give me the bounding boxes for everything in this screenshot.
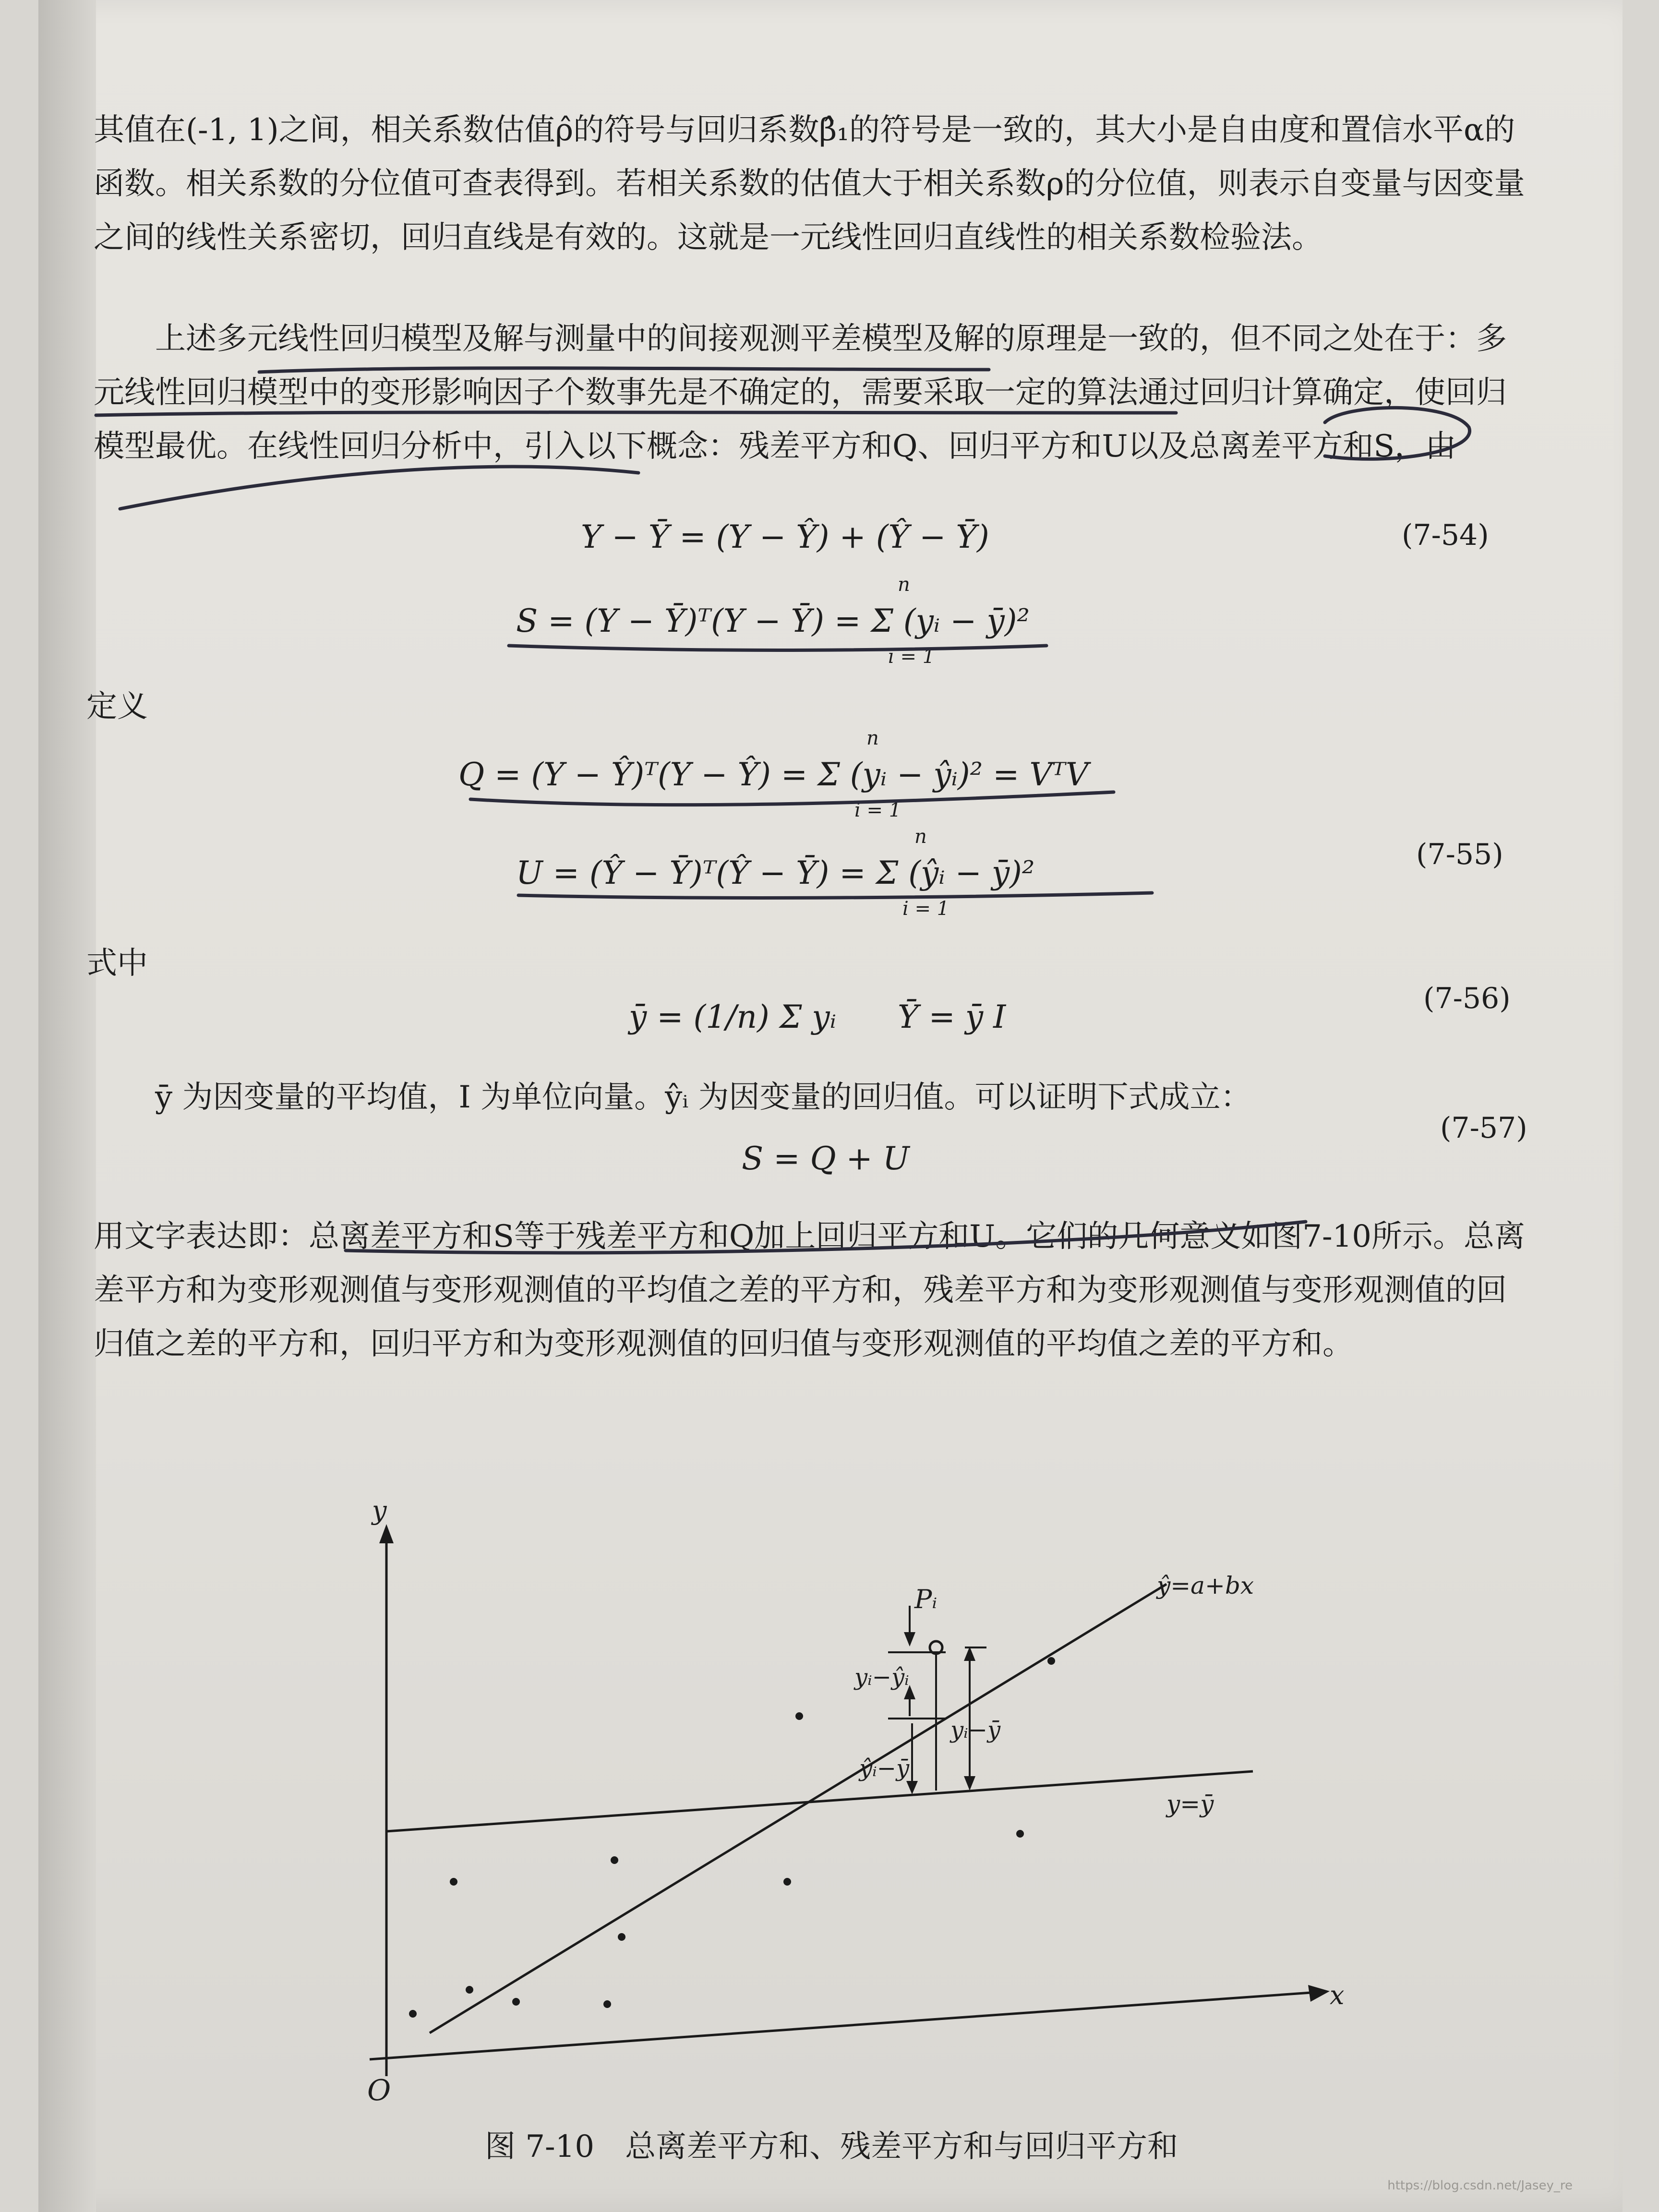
equation-number-7-57: (7-57) (1440, 1111, 1527, 1145)
scatter-point (512, 1998, 520, 2006)
regression-line-label: ŷ=a+bx (1157, 1572, 1254, 1599)
label-definition: 定义 (86, 689, 148, 724)
scatter-point (603, 2000, 611, 2008)
point-Pi-label: Pᵢ (914, 1584, 938, 1614)
sum-lower-limit-2: i = 1 (854, 799, 902, 821)
equation-7-56-vector: Ȳ = ȳ I (898, 998, 1006, 1035)
scatter-point (611, 1856, 618, 1864)
sum-lower-limit-3: i = 1 (902, 898, 950, 920)
equation-7-55-line2: U = (Ŷ − Ȳ)ᵀ(Ŷ − Ȳ) = Σ (ŷᵢ − ȳ)² (516, 854, 1035, 891)
x-axis-label: x (1330, 1980, 1345, 2010)
scatter-point (795, 1712, 803, 1720)
paragraph-2: 上述多元线性回归模型及解与测量中的间接观测平差模型及解的原理是一致的，但不同之处在于：多元线性回归模型中的变形影响因子个数事先是不确定的，需要采取一定的算法通过回归计算确定，使回归模型最优。在线性回归分析中，引入以下概念：残差平方和Q、回归平方和U以及总离差平方和S，由 (94, 321, 1507, 464)
paragraph-3: ȳ 为因变量的平均值，I 为单位向量。ŷᵢ 为因变量的回归值。可以证明下式成立： (155, 1080, 1251, 1115)
y-axis-arrow (379, 1524, 394, 1543)
label-where: 式中 (86, 946, 148, 981)
scatter-point (409, 2010, 417, 2018)
total-dev-arrowhead-bottom (964, 1776, 975, 1791)
sum-upper-limit-2: n (866, 727, 879, 749)
scatter-point (783, 1878, 791, 1886)
regression-line (430, 1584, 1166, 2033)
scatter-point (1047, 1657, 1055, 1665)
x-axis (370, 1992, 1318, 2059)
residual-arrowhead-top (904, 1632, 915, 1647)
sum-lower-limit-1: i = 1 (888, 646, 935, 668)
figure-caption: 图 7-10 总离差平方和、残差平方和与回归平方和 (485, 2129, 1178, 2164)
origin-label: O (367, 2074, 391, 2107)
scatter-point (1016, 1830, 1024, 1838)
sum-upper-limit-1: n (898, 574, 910, 596)
equation-number-7-56: (7-56) (1423, 982, 1511, 1015)
regression-dev-arrowhead (906, 1781, 918, 1794)
x-axis-arrow (1308, 1985, 1330, 2002)
residual-label: yᵢ−ŷᵢ (854, 1664, 909, 1691)
regression-dev-label: ŷᵢ−ȳ (859, 1755, 910, 1782)
scatter-point (618, 1933, 625, 1941)
y-axis-label: y (372, 1495, 387, 1526)
equation-7-55-line1: Q = (Y − Ŷ)ᵀ(Y − Ŷ) = Σ (yᵢ − ŷᵢ)² = VᵀV (458, 756, 1089, 793)
equation-7-57: S = Q + U (742, 1140, 910, 1177)
scatter-point (450, 1878, 457, 1886)
total-dev-label: yᵢ−ȳ (950, 1717, 1001, 1743)
equation-7-54-line2: S = (Y − Ȳ)ᵀ(Y − Ȳ) = Σ (yᵢ − ȳ)² (516, 602, 1030, 639)
sum-upper-limit-3: n (914, 826, 927, 848)
equation-7-56-mean: ȳ = (1/n) Σ yᵢ (629, 998, 836, 1035)
paragraph-1: 其值在(-1, 1)之间，相关系数估值ρ̂的符号与回归系数β̂₁的符号是一致的，其大小是自由度和置信水平α的函数。相关系数的分位值可查表得到。若相关系数的估值大于相关系数ρ的分位值，则表示自变量与因变量之间的线性关系密切，回归直线是有效的。这就是一元线性回归直线性的相关系数检验法。 (94, 112, 1525, 255)
mean-line (386, 1771, 1253, 1831)
equation-number-7-55: (7-55) (1416, 838, 1503, 871)
equation-number-7-54: (7-54) (1402, 518, 1489, 552)
equation-7-54-line1: Y − Ȳ = (Y − Ŷ) + (Ŷ − Ȳ) (581, 518, 989, 555)
paragraph-4: 用文字表达即：总离差平方和S等于残差平方和Q加上回归平方和U。它们的几何意义如图7-10所示。总离差平方和为变形观测值与变形观测值的平均值之差的平方和，残差平方和为变形观测值与变形观测值的回归值之差的平方和，回归平方和为变形观测值的回归值与变形观测值的平均值之差的平方和。 (94, 1219, 1526, 1362)
total-dev-arrowhead-top (964, 1647, 975, 1661)
scatter-point (466, 1986, 473, 1994)
mean-line-label: y=ȳ (1166, 1790, 1214, 1818)
watermark: https://blog.csdn.net/Jasey_re (1387, 2178, 1573, 2193)
